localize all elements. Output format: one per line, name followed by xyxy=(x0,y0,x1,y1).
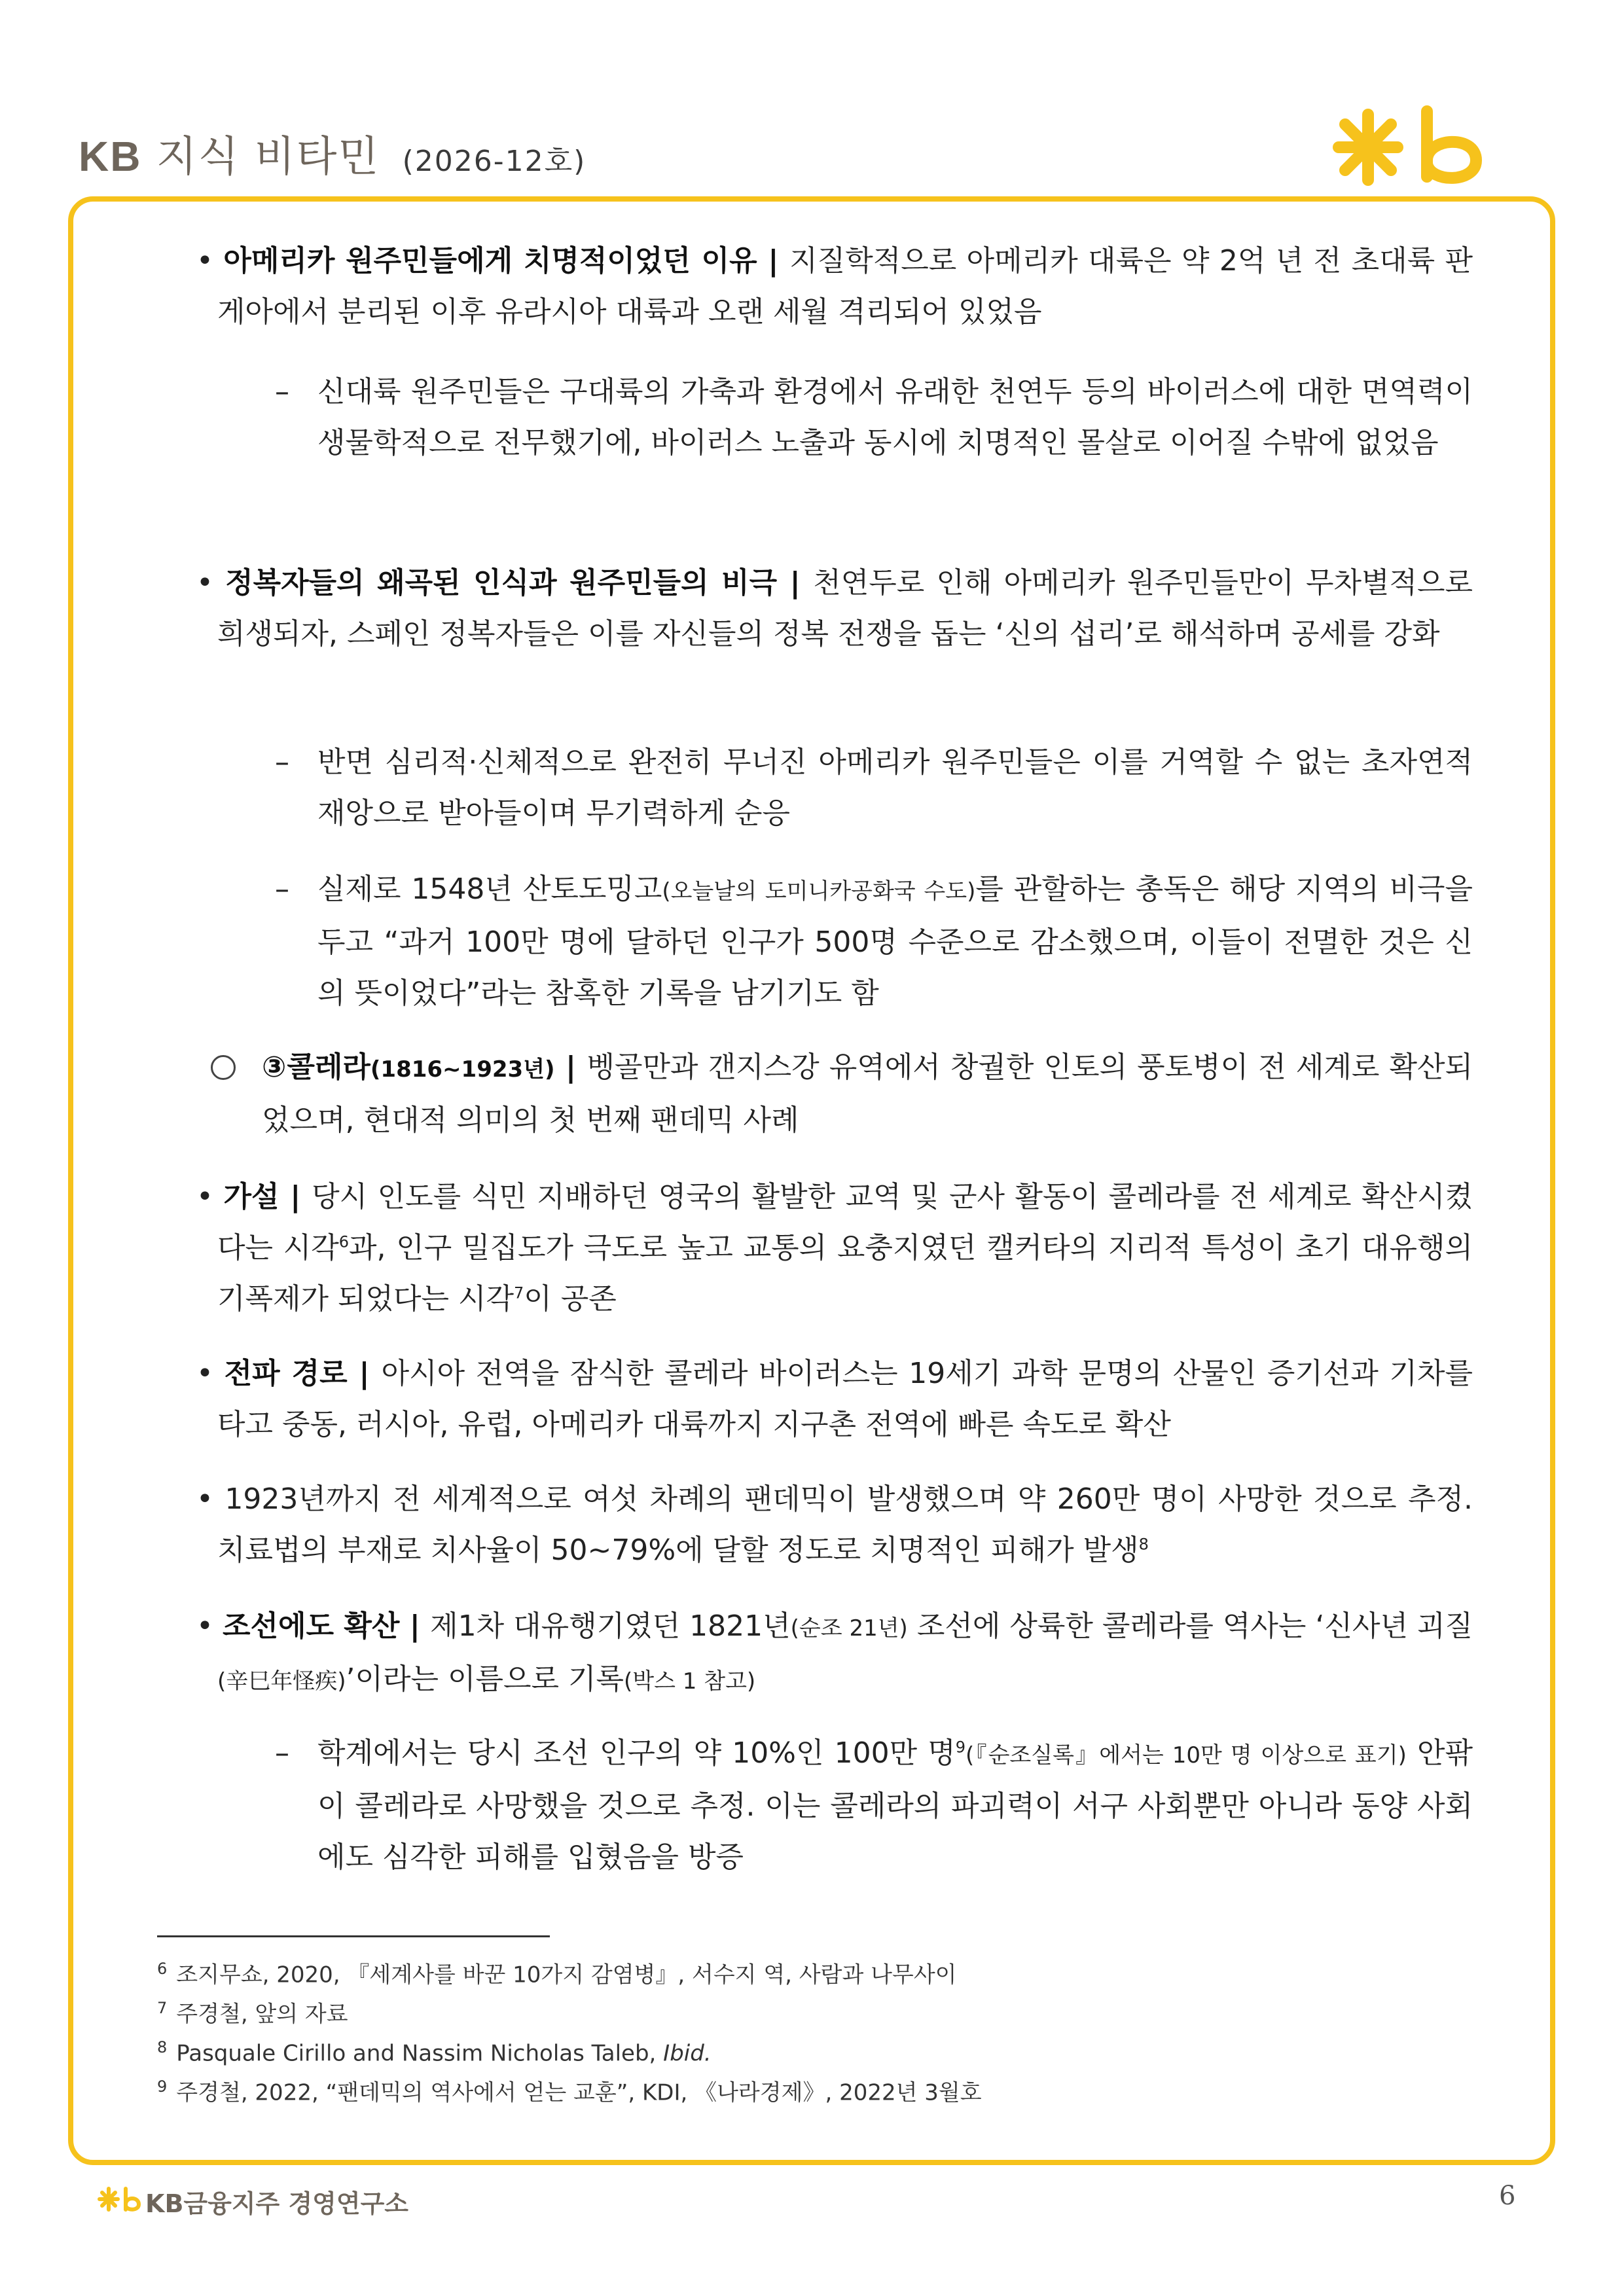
dash-paragraph xyxy=(317,1728,1473,1883)
section-text: 벵골만과 갠지스강 유역에서 창궐한 인토의 풍토병이 전 세계로 확산되었으며, 현대적 의미의 첫 번째 팬데믹 사례 xyxy=(262,1050,1473,1137)
dash-marker: – xyxy=(275,745,289,779)
footnote-divider xyxy=(157,1935,550,1937)
bullet-paragraph: • 1923년까지 전 세계적으로 여섯 차례의 팬데믹이 발생했으며 약 260만 명이 사망한 것으로 추정. 치료법의 부재로 치사율이 50~79%에 달할 정도로 치명적인 피해가 발생$^8$ xyxy=(196,1482,1473,1567)
footnote-number: 8 xyxy=(157,2038,168,2056)
separator: | xyxy=(757,244,790,278)
bullet-text: ’이라는 이름으로 기록 xyxy=(346,1662,624,1696)
document-title xyxy=(79,123,586,183)
parenthetical: (1816~1923년) xyxy=(370,1056,555,1083)
footnote-ref: 8 xyxy=(1138,1535,1149,1554)
footnote-number: 6 xyxy=(157,1960,168,1978)
dash-text: 안팎이 콜레라로 사망했을 것으로 추정. 이는 콜레라의 파괴력이 서구 사회뿐만 아니라 동양 사회에도 심각한 피해를 입혔음을 방증 xyxy=(317,1736,1473,1874)
bullet-heading: 전파 경로 xyxy=(224,1357,348,1390)
dash-marker: – xyxy=(275,872,289,906)
separator: | xyxy=(777,566,814,600)
bullet-text: 제1차 대유행기였던 1821년 xyxy=(430,1609,791,1643)
dash-text: 학계에서는 당시 조선 인구의 약 10%인 100만 명 xyxy=(317,1736,956,1770)
kb-star-logo-icon xyxy=(1322,98,1492,196)
separator: | xyxy=(399,1609,431,1643)
footnote-text: 주경철, 2022, “팬데믹의 역사에서 얻는 교훈”, KDI, 《나라경제》, 2022년 3월호 xyxy=(176,2079,982,2106)
bullet-paragraph: • 정복자들의 왜곡된 인식과 원주민들의 비극 | 천연두로 인해 아메리카 원주민들만이 무차별적으로 희생되자, 스페인 정복자들은 이를 자신들의 정복 전쟁을 돕는 ‘신의 섭리’로 해석하며 공세를 강화 xyxy=(196,566,1473,651)
footnote-text: 조지무쇼, 2020, 『세계사를 바꾼 10가지 감염병』, 서수지 역, 사람과 나무사이 xyxy=(176,1962,957,1988)
dash-text: 반면 심리적·신체적으로 완전히 무너진 아메리카 원주민들은 이를 거역할 수 없는 초자연적 재앙으로 받아들이며 무기력하게 순응 xyxy=(317,745,1473,830)
kb-star-logo-icon xyxy=(96,2185,141,2214)
title-text: 지식 비타민 xyxy=(156,133,380,181)
footnote-ref: 6 xyxy=(338,1232,350,1251)
separator: | xyxy=(554,1050,587,1084)
dash-marker: – xyxy=(275,1736,289,1770)
bullet-text: 천연두로 인해 아메리카 원주민들만이 무차별적으로 희생되자, 스페인 정복자들은 이를 자신들의 정복 전쟁을 돕는 ‘신의 섭리’로 해석하며 공세를 강화 xyxy=(217,566,1473,651)
footnote-number: 7 xyxy=(157,1999,168,2017)
bullet-heading: 정복자들의 왜곡된 인식과 원주민들의 비극 xyxy=(225,566,778,600)
bullet-text: 지질학적으로 아메리카 대륙은 약 2억 년 전 초대륙 판게아에서 분리된 이후 유라시아 대륙과 오랜 세월 격리되어 있었음 xyxy=(217,244,1473,329)
brand-kb: KB xyxy=(79,133,142,180)
footnote-number: 9 xyxy=(157,2077,168,2096)
parenthetical: (박스 1 참고) xyxy=(624,1668,756,1695)
bullet-text: 이 공존 xyxy=(524,1282,617,1316)
separator: | xyxy=(347,1357,382,1390)
footnote xyxy=(157,1954,957,1990)
parenthetical: (『순조실록』에서는 10만 명 이상으로 표기) xyxy=(965,1742,1407,1768)
bullet-paragraph: • 가설 | 당시 인도를 식민 지배하던 영국의 활발한 교역 및 군사 활동이 콜레라를 전 세계로 확산시켰다는 시각$^6$과, 인구 밀집도가 극도로 높고 교통의 요충지였던 캘커타의 지리적 특성이 초기 대유행의 기폭제가 되었다는 시각$^7$이 공존 xyxy=(196,1180,1473,1316)
dash-paragraph xyxy=(317,737,1473,839)
footnote-text: Pasquale Cirillo and Nassim Nicholas Taleb, xyxy=(176,2040,664,2067)
circle-bullet-icon xyxy=(211,1055,236,1080)
separator: | xyxy=(279,1180,312,1213)
parenthetical: (순조 21년) xyxy=(790,1615,908,1641)
issue-number: (2026-12호) xyxy=(402,145,586,178)
bullet-paragraph: • 조선에도 확산 | 제1차 대유행기였던 1821년(순조 21년) 조선에 상륙한 콜레라를 역사는 ‘신사년 괴질(辛巳年怪疾)’이라는 이름으로 기록(박스 1 참고) xyxy=(196,1609,1473,1696)
bullet-text: 조선에 상륙한 콜레라를 역사는 ‘신사년 괴질 xyxy=(907,1609,1473,1643)
bullet-text: 당시 인도를 식민 지배하던 영국의 활발한 교역 및 군사 활동이 콜레라를 전 세계로 확산시켰다는 시각 xyxy=(217,1180,1473,1265)
bullet-heading: 아메리카 원주민들에게 치명적이었던 이유 xyxy=(223,244,757,278)
bullet-text: 과, 인구 밀집도가 극도로 높고 교통의 요충지였던 캘커타의 지리적 특성이 초기 대유행의 기폭제가 되었다는 시각 xyxy=(217,1231,1473,1316)
dash-text: 를 관할하는 총독은 해당 지역의 비극을 두고 “과거 100만 명에 달하던 인구가 500명 수준으로 감소했으며, 이들이 전멸한 것은 신의 뜻이었다”라는 참혹한 기록을 남기기도 함 xyxy=(317,872,1473,1010)
section-paragraph xyxy=(262,1042,1473,1146)
dash-paragraph xyxy=(317,864,1473,1019)
dash-marker: – xyxy=(275,375,289,408)
page-number: 6 xyxy=(1499,2181,1516,2211)
bullet-heading: 조선에도 확산 xyxy=(222,1609,400,1643)
bullet-text: 1923년까지 전 세계적으로 여섯 차례의 팬데믹이 발생했으며 약 260만 명이 사망한 것으로 추정. 치료법의 부재로 치사율이 50~79%에 달할 정도로 치명적인 피해가 발생 xyxy=(217,1482,1473,1567)
footnote-italic: Ibid. xyxy=(663,2040,712,2067)
bullet-paragraph: • 전파 경로 | 아시아 전역을 잠식한 콜레라 바이러스는 19세기 과학 문명의 산물인 증기선과 기차를 타고 중동, 러시아, 유럽, 아메리카 대륙까지 지구촌 전역에 빠른 속도로 확산 xyxy=(196,1357,1473,1441)
dash-paragraph xyxy=(317,367,1473,469)
bullet-paragraph: • 아메리카 원주민들에게 치명적이었던 이유 | 지질학적으로 아메리카 대륙은 약 2억 년 전 초대륙 판게아에서 분리된 이후 유라시아 대륙과 오랜 세월 격리되어 있었음 xyxy=(196,244,1473,329)
footnote-ref: 7 xyxy=(514,1283,524,1302)
dash-text: 실제로 1548년 산토도밍고 xyxy=(317,872,662,906)
footnote xyxy=(157,2072,982,2108)
footnote-ref: 9 xyxy=(955,1738,966,1757)
dash-text: 신대륙 원주민들은 구대륙의 가축과 환경에서 유래한 천연두 등의 바이러스에 대한 면역력이 생물학적으로 전무했기에, 바이러스 노출과 동시에 치명적인 몰살로 이어질 수밖에 없었음 xyxy=(317,375,1473,459)
parenthetical: (오늘날의 도미니카공화국 수도) xyxy=(662,878,976,905)
bullet-heading: 가설 xyxy=(223,1180,280,1213)
footnote xyxy=(157,2032,712,2068)
bullet-text: 아시아 전역을 잠식한 콜레라 바이러스는 19세기 과학 문명의 산물인 증기선과 기차를 타고 중동, 러시아, 유럽, 아메리카 대륙까지 지구촌 전역에 빠른 속도로 확산 xyxy=(217,1357,1473,1441)
footnote xyxy=(157,1993,348,2029)
section-heading: ③콜레라 xyxy=(262,1050,370,1084)
footnote-text: 주경철, 앞의 자료 xyxy=(176,2001,348,2028)
footer-org-name: KB금융지주 경영연구소 xyxy=(145,2189,409,2218)
parenthetical: (辛巳年怪疾) xyxy=(217,1668,346,1695)
